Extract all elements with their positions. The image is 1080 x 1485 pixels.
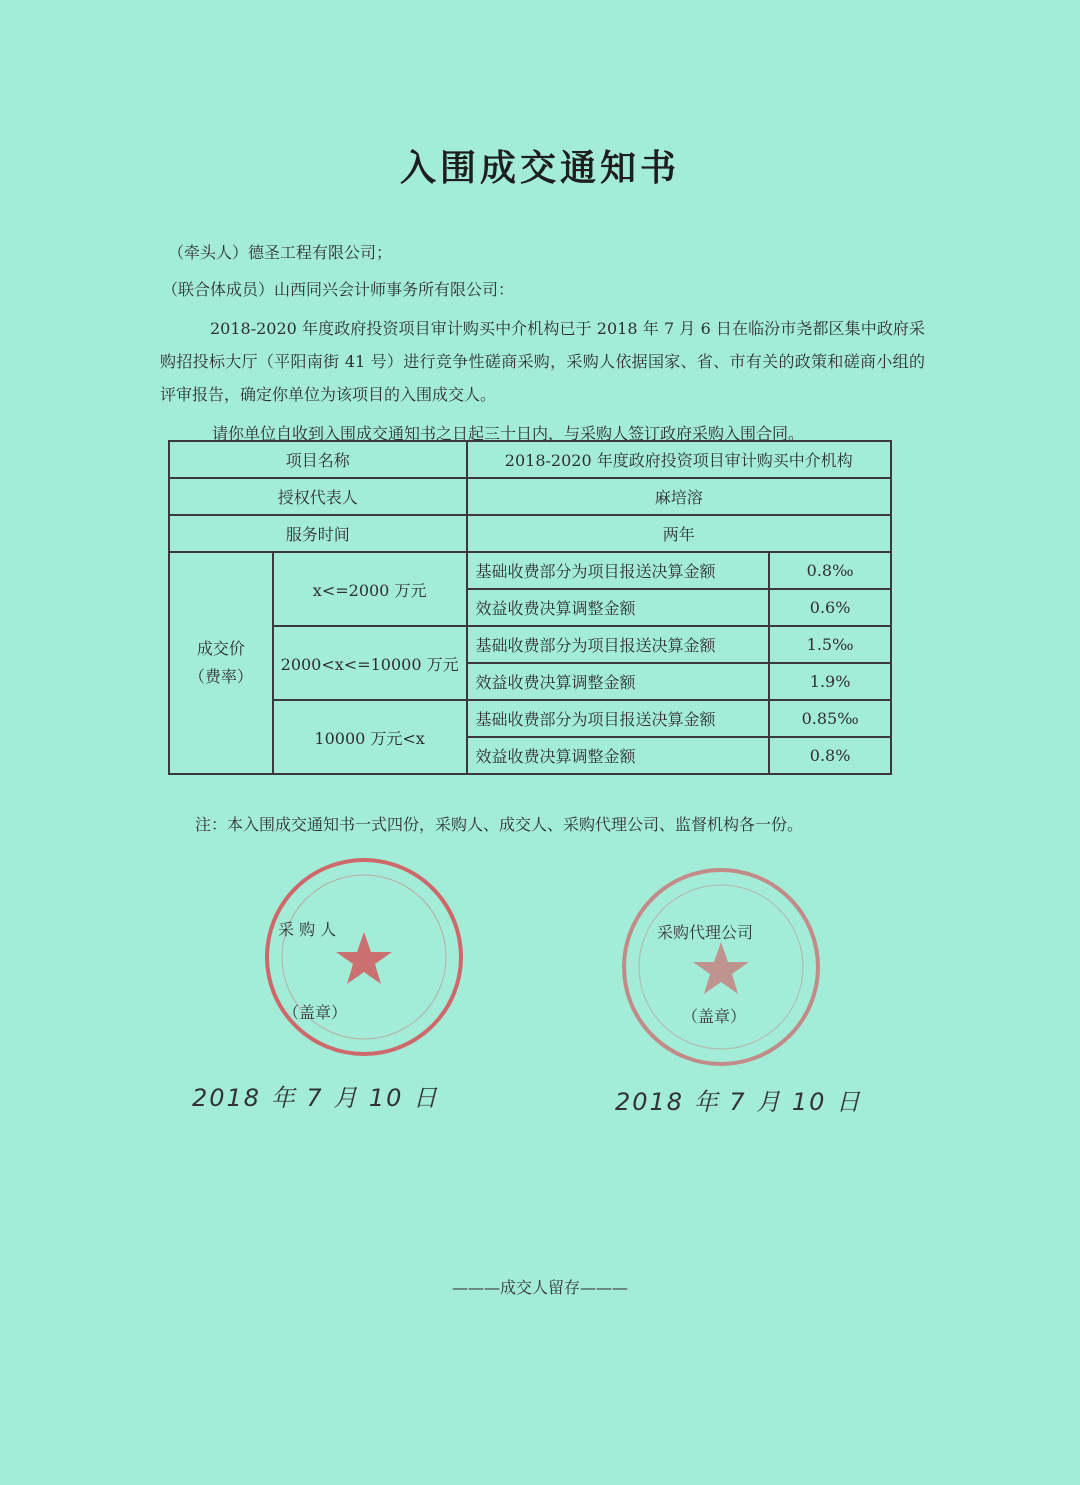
price-label-cell [169,552,273,774]
member-party: （联合体成员）山西同兴会计师事务所有限公司： [162,280,515,299]
service-time-value: 两年 [467,515,891,552]
agency-seal [622,868,820,1066]
document-title: 入围成交通知书 [399,147,680,189]
purchaser-seal [265,858,463,1056]
tier-rate: 1.9% [769,663,891,700]
seal-star-icon [626,872,816,1062]
tier-range: 10000 万元<x [273,700,467,774]
agency-label: 采购代理公司 [657,923,754,942]
tier-rate: 0.8‰ [769,552,891,589]
service-time-label: 服务时间 [169,515,467,552]
tier-range: 2000<x<=10000 万元 [273,626,467,700]
seal-star-icon [269,862,459,1052]
tier-item: 效益收费决算调整金额 [467,589,770,626]
tier-rate: 0.85‰ [769,700,891,737]
tier-rate: 0.8% [769,737,891,774]
price-label: 成交价 [196,639,245,658]
purchaser-seal-mark: （盖章） [283,1003,348,1022]
paragraph-1: 2018-2020 年度政府投资项目审计购买中介机构已于 2018 年 7 月 6 日在临汾市尧都区集中政府采购招投标大厅（平阳南街 41 号）进行竞争性磋商采购，采购人依据国家、省、市有关的政策和磋商小组的评审报告，确定你单位为该项目的入围成交人。 [160,319,925,404]
tier-rate: 1.5‰ [769,626,891,663]
tier-item: 基础收费部分为项目报送决算金额 [467,552,770,589]
agency-seal-mark: （盖章） [682,1007,747,1026]
tier-item: 基础收费部分为项目报送决算金额 [467,626,770,663]
lead-party: （牵头人）德圣工程有限公司； [168,243,393,262]
project-name-label: 项目名称 [169,441,467,478]
representative-value: 麻培溶 [467,478,891,515]
tier-rate: 0.6% [769,589,891,626]
tier-range: x<=2000 万元 [273,552,467,626]
tier-item: 效益收费决算调整金额 [467,663,770,700]
representative-label: 授权代表人 [169,478,467,515]
tier-item: 效益收费决算调整金额 [467,737,770,774]
tier-item: 基础收费部分为项目报送决算金额 [467,700,770,737]
purchaser-label: 采 购 人 [278,920,337,939]
project-name-value: 2018-2020 年度政府投资项目审计购买中介机构 [467,441,891,478]
price-sub-label: （费率） [188,667,253,686]
note: 注：本入围成交通知书一式四份，采购人、成交人、采购代理公司、监督机构各一份。 [195,815,804,834]
purchaser-date: 2018 年 7 月 10 日 [192,1084,440,1112]
paragraph-2: 请你单位自收到入围成交通知书之日起三十日内，与采购人签订政府采购入围合同。 [212,424,805,443]
agency-date: 2018 年 7 月 10 日 [615,1088,863,1116]
fee-table [168,440,892,775]
footer-note: ———成交人留存——— [451,1278,628,1297]
